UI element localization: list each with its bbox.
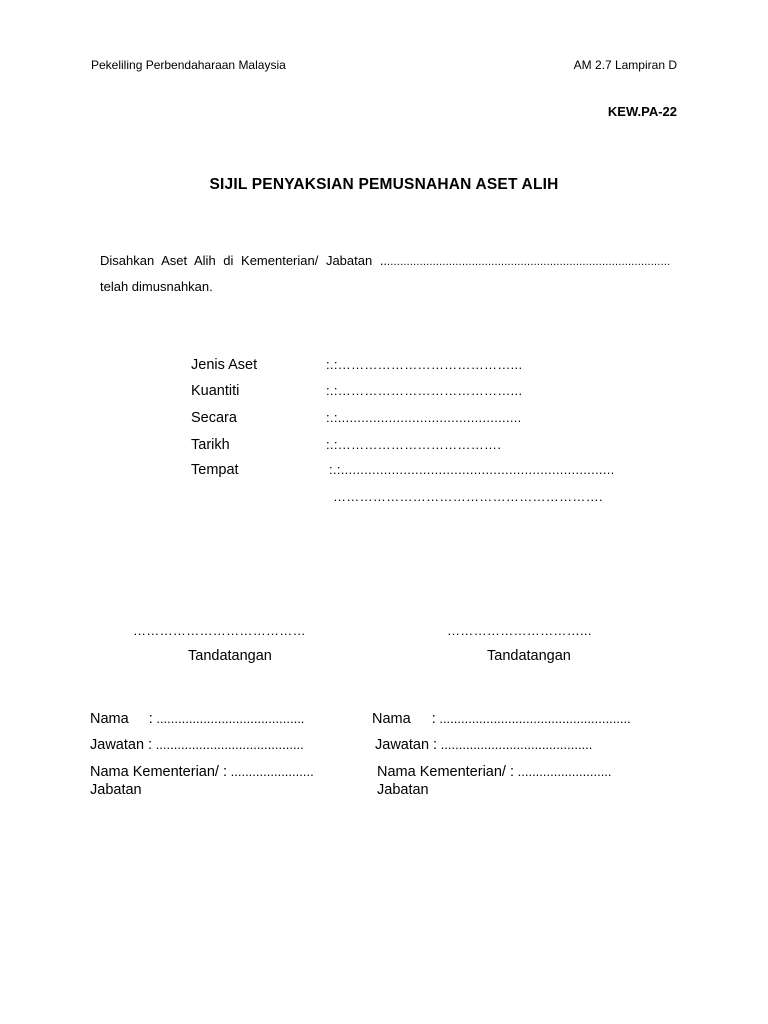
ministry-fill-line[interactable]: .......................... — [514, 764, 612, 779]
header-appendix-ref: AM 2.7 Lampiran D — [573, 58, 677, 72]
field-label: Tempat — [191, 462, 239, 478]
signature-line-left[interactable]: ………………………………… — [133, 623, 306, 638]
intro-continuation: telah dimusnahkan. — [100, 279, 213, 294]
position-fill-line[interactable]: ......................................... — [152, 737, 304, 752]
field-fill-line[interactable]: :.:............................................... — [326, 410, 522, 425]
tempat-fill-line-continuation[interactable]: ……………………………………………………. — [333, 489, 603, 504]
field-fill-line[interactable]: :.:...................................................................... — [329, 462, 615, 477]
field-label: Kuantiti — [191, 383, 240, 399]
left-name-row — [90, 711, 304, 727]
position-label: Jawatan : — [375, 737, 438, 753]
name-label: Nama — [372, 711, 411, 727]
field-row-kuantiti — [191, 383, 522, 403]
name-fill-line[interactable]: ......................................... — [152, 711, 305, 726]
signature-label-left: Tandatangan — [188, 648, 272, 664]
document-title: SIJIL PENYAKSIAN PEMUSNAHAN ASET ALIH — [209, 176, 559, 193]
form-code: KEW.PA-22 — [607, 104, 677, 119]
name-fill-line[interactable]: ..................................................... — [435, 711, 631, 726]
field-row-secara — [191, 410, 522, 430]
left-ministry-row — [90, 764, 314, 780]
field-row-tarikh — [191, 437, 501, 457]
field-row-tempat — [191, 462, 615, 482]
intro-statement — [100, 253, 678, 268]
signature-label-right: Tandatangan — [487, 648, 571, 664]
name-colon: : — [148, 711, 153, 727]
right-position-row — [375, 737, 592, 753]
left-position-row — [90, 737, 304, 753]
position-label: Jawatan : — [90, 737, 153, 753]
field-label: Secara — [191, 410, 237, 426]
field-label: Tarikh — [191, 437, 230, 453]
signature-line-right[interactable]: …………………………... — [447, 623, 592, 638]
field-label: Jenis Aset — [191, 357, 258, 373]
left-department-label: Jabatan — [90, 782, 142, 798]
field-fill-line[interactable]: :.:…………………………………... — [326, 383, 523, 398]
position-fill-line[interactable]: .......................................... — [437, 737, 593, 752]
right-name-row — [372, 711, 631, 727]
field-fill-line[interactable]: :.:…………………………………... — [326, 357, 523, 372]
intro-text: Disahkan Aset Alih di Kementerian/ Jabatan .. — [100, 253, 388, 268]
field-row-jenis-aset — [191, 357, 522, 377]
name-label: Nama — [90, 711, 129, 727]
ministry-label: Nama Kementerian/ : — [90, 764, 228, 780]
name-colon: : — [431, 711, 436, 727]
right-ministry-row — [377, 764, 612, 780]
header-circular-title: Pekeliling Perbendaharaan Malaysia — [91, 58, 286, 72]
ministry-label: Nama Kementerian/ : — [377, 764, 515, 780]
right-department-label: Jabatan — [377, 782, 429, 798]
field-fill-line[interactable]: :.:………………………………. — [326, 437, 502, 452]
ministry-fill-line[interactable]: ....................................................................................... — [387, 256, 671, 268]
ministry-fill-line[interactable]: ....................... — [227, 764, 314, 779]
